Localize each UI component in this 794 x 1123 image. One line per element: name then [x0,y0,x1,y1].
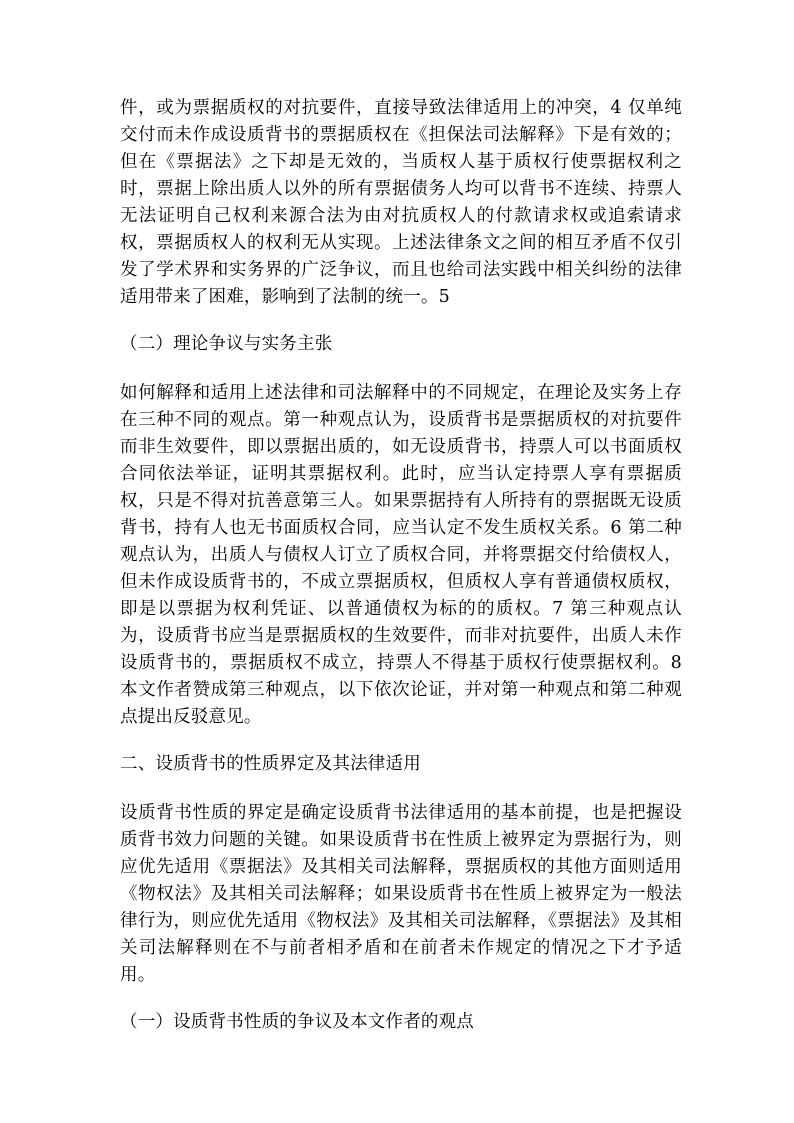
section-heading-nature-definition: 二、设质背书的性质界定及其法律适用 [120,754,421,774]
section-heading-theory-dispute: （二）理论争议与实务主张 [120,334,333,354]
section-heading-nature-dispute: （一）设质背书性质的争议及本文作者的观点 [120,1012,474,1032]
paragraph-three-views: 如何解释和适用上述法律和司法解释中的不同规定，在理论及实务上存在三种不同的观点。第一种观点认为，设质背书是票据质权的对抗要件而非生效要件，即以票据出质的，如无设质背书，持票人可以书面质权合同依法举证，证明其票据权利。此时，应当认定持票人享有票据质权，只是不得对抗善意第三人。如果票据持有人所持有的票据既无设质背书，持有人也无书面质权合同，应当认定不发生质权关系。6 第二种观点认为，出质人与债权人订立了质权合同，并将票据交付给债权人，但未作成设质背书的，不成立票据质权，但质权人享有普通债权质权，即是以票据为权利凭证、以普通债权为标的的质权。7 第三种观点认为，设质背书应当是票据质权的生效要件，而非对抗要件，出质人未作设质背书的，票据质权不成立，持票人不得基于质权行使票据权利。8 本文作者赞成第三种观点，以下依次论证，并对第一种观点和第二种观点提出反驳意见。 [120,383,682,727]
paragraph-legal-conflict: 件，或为票据质权的对抗要件，直接导致法律适用上的冲突，4 仅单纯交付而未作成设质背书的票据质权在《担保法司法解释》下是有效的；但在《票据法》之下却是无效的，当质权人基于质权行使票据权利之时，票据上除出质人以外的所有票据债务人均可以背书不连续、持票人无法证明自己权利来源合法为由对抗质权人的付款请求权或追索请求权，票据质权人的权利无从实现。上述法律条文之间的相互矛盾不仅引发了学术界和实务界的广泛争议，而且也给司法实践中相关纠纷的法律适用带来了困难，影响到了法制的统一。5 [120,98,682,307]
document-body [120,95,682,1058]
paragraph-nature-premise: 设质背书性质的界定是确定设质背书法律适用的基本前提，也是把握设质背书效力问题的关键。如果设质背书在性质上被界定为票据行为，则应优先适用《票据法》及其相关司法解释，票据质权的其他方面则适用《物权法》及其相关司法解释；如果设质背书在性质上被界定为一般法律行为，则应优先适用《物权法》及其相关司法解释，《票据法》及其相关司法解释则在不与前者相矛盾和在前者未作规定的情况之下才予适用。 [120,803,682,985]
